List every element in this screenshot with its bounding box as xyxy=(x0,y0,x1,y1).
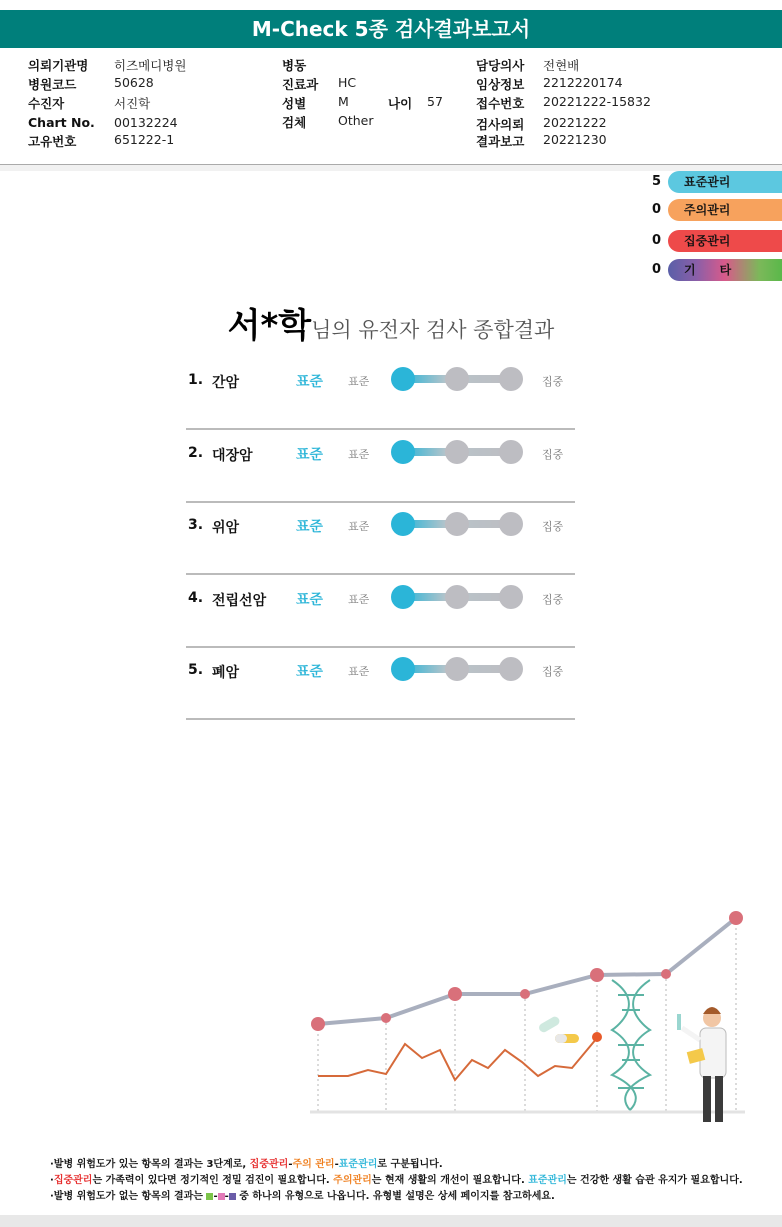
scale-dot xyxy=(445,657,469,681)
note-caution: 주의 관리 xyxy=(292,1159,335,1170)
scale-low-label: 표준 xyxy=(348,520,370,533)
dept-label: 진료과 xyxy=(282,77,319,92)
dna-helix-icon xyxy=(612,980,650,1110)
note-line-3 xyxy=(50,1189,743,1205)
note-text: - xyxy=(288,1159,293,1170)
summary-suffix: 님의 유전자 검사 종합결과 xyxy=(311,318,555,342)
pills-icon xyxy=(537,1015,579,1043)
scale-dot xyxy=(445,585,469,609)
pink-swatch xyxy=(218,1193,225,1200)
note-intensive: 집중관리 xyxy=(53,1175,93,1186)
legend-pill: 기 타 xyxy=(668,259,782,281)
header-divider xyxy=(0,164,782,171)
cancer-name: 폐암 xyxy=(212,665,240,681)
note-text: - xyxy=(213,1191,218,1202)
upper-trend-line xyxy=(318,918,736,1024)
legend-other xyxy=(640,259,782,281)
uid-value: 651222-1 xyxy=(114,132,175,147)
receipt-label: 접수번호 xyxy=(476,96,525,111)
scale-dot-active xyxy=(391,440,415,464)
scale-dot xyxy=(445,440,469,464)
dept-value: HC xyxy=(338,75,357,90)
note-standard: 표준관리 xyxy=(338,1159,378,1170)
result-row xyxy=(186,501,575,575)
age-label: 나이 xyxy=(388,96,413,111)
legend-count: 0 xyxy=(652,202,662,217)
note-text: ·발병 위험도가 있는 항목의 결과는 3단계로, xyxy=(50,1159,250,1170)
scale-dot-active xyxy=(391,585,415,609)
note-intensive: 집중관리 xyxy=(249,1159,289,1170)
result-number: 4. xyxy=(188,589,204,606)
trend-points xyxy=(311,911,743,1031)
scale-low-label: 표준 xyxy=(348,592,370,606)
doctor-label: 담당의사 xyxy=(476,58,525,73)
result-grade: 표준 xyxy=(296,591,324,608)
result-row xyxy=(186,356,575,430)
scale-dot-active xyxy=(391,367,415,391)
risk-scale-indicator xyxy=(389,582,525,612)
note-text: - xyxy=(334,1159,339,1170)
report-value: 20221230 xyxy=(543,132,607,147)
inst-label: 의뢰기관명 xyxy=(28,58,89,73)
result-number: 5. xyxy=(188,662,204,678)
patient-masked-name: 서*학 xyxy=(227,306,312,346)
note-text: 로 구분됩니다. xyxy=(377,1159,443,1170)
result-row xyxy=(186,646,575,720)
scientist-icon xyxy=(677,1007,726,1122)
sex-label: 성별 xyxy=(282,96,307,111)
legend-count: 5 xyxy=(652,174,662,189)
risk-scale-indicator xyxy=(389,509,525,539)
note-text: 는 현재 생활의 개선이 필요합니다. xyxy=(371,1175,529,1186)
sex-value: M xyxy=(338,94,349,109)
footer-notes xyxy=(50,1157,743,1205)
purple-swatch xyxy=(229,1193,236,1200)
risk-scale-indicator xyxy=(389,364,525,394)
scale-dot xyxy=(445,512,469,536)
legend-pill: 주의관리 xyxy=(668,199,782,221)
legend-pill: 집중관리 xyxy=(668,230,782,252)
code-label: 병원코드 xyxy=(28,77,77,92)
note-text: · xyxy=(50,1175,54,1186)
scale-dot xyxy=(499,512,523,536)
request-label: 검사의뢰 xyxy=(476,117,525,132)
uid-label: 고유번호 xyxy=(28,134,77,149)
legend-count: 0 xyxy=(652,262,662,277)
risk-scale-indicator xyxy=(389,437,525,467)
scale-dot xyxy=(499,657,523,681)
patient-value: 서진학 xyxy=(114,96,151,111)
result-row xyxy=(186,429,575,503)
scale-dot xyxy=(445,367,469,391)
scale-dot-active xyxy=(391,657,415,681)
code-value: 50628 xyxy=(114,75,154,90)
note-text: ·발병 위험도가 없는 항목의 결과는 xyxy=(50,1191,207,1202)
result-grade: 표준 xyxy=(296,664,324,680)
note-line-1 xyxy=(50,1157,743,1173)
patient-label: 수진자 xyxy=(28,96,65,111)
health-graph-illustration xyxy=(300,900,760,1140)
note-caution: 주의관리 xyxy=(333,1175,372,1186)
scale-high-label: 집중 xyxy=(542,375,564,388)
cancer-name: 대장암 xyxy=(212,447,253,464)
note-text: 는 건강한 생활 습관 유지가 필요합니다. xyxy=(566,1175,743,1186)
ward-label: 병동 xyxy=(282,58,307,73)
lower-trend-line xyxy=(318,1038,597,1080)
legend-intensive xyxy=(640,230,782,252)
scale-low-label: 표준 xyxy=(348,375,370,388)
dashed-guides xyxy=(318,918,736,1112)
result-number: 2. xyxy=(188,444,204,461)
clinical-value: 2212220174 xyxy=(543,75,623,90)
specimen-value: Other xyxy=(338,113,374,128)
inst-value: 히즈메디병원 xyxy=(114,58,187,73)
note-line-2 xyxy=(50,1173,743,1189)
result-number: 3. xyxy=(188,517,204,533)
note-text: 중 하나의 유형으로 나옵니다. 유형별 설명은 상세 페이지를 참고하세요. xyxy=(235,1191,555,1202)
clinical-label: 임상정보 xyxy=(476,77,525,92)
result-row xyxy=(186,574,575,648)
result-grade: 표준 xyxy=(296,446,324,463)
cancer-name: 간암 xyxy=(212,375,240,391)
page-bottom-bar xyxy=(0,1215,782,1227)
result-grade: 표준 xyxy=(296,519,324,535)
scale-dot xyxy=(499,585,523,609)
risk-scale-indicator xyxy=(389,654,525,684)
scale-high-label: 집중 xyxy=(542,447,564,461)
age-value: 57 xyxy=(427,94,443,109)
legend-count: 0 xyxy=(652,233,662,248)
legend-caution xyxy=(640,199,782,221)
scale-low-label: 표준 xyxy=(348,447,370,461)
scale-dot xyxy=(499,367,523,391)
cancer-name: 위암 xyxy=(212,520,240,536)
request-value: 20221222 xyxy=(543,115,607,130)
cancer-name: 전립선암 xyxy=(212,592,267,609)
note-text: - xyxy=(224,1191,229,1202)
legend-pill: 표준관리 xyxy=(668,171,782,193)
doctor-value: 전현배 xyxy=(543,58,580,73)
scale-high-label: 집중 xyxy=(542,520,564,533)
report-label: 결과보고 xyxy=(476,134,525,149)
legend-standard xyxy=(640,171,782,193)
report-title: M-Check 5종 검사결과보고서 xyxy=(0,10,782,48)
chart-value: 00132224 xyxy=(114,115,178,130)
result-grade: 표준 xyxy=(296,374,324,390)
scale-dot-active xyxy=(391,512,415,536)
note-standard: 표준관리 xyxy=(528,1175,567,1186)
scale-high-label: 집중 xyxy=(542,592,564,606)
result-number: 1. xyxy=(188,372,204,388)
scale-high-label: 집중 xyxy=(542,665,564,678)
specimen-label: 검체 xyxy=(282,115,307,130)
receipt-value: 20221222-15832 xyxy=(543,94,651,109)
chart-label: Chart No. xyxy=(28,115,95,130)
note-text: 는 가족력이 있다면 정기적인 정밀 검진이 필요합니다. xyxy=(92,1175,334,1186)
scale-dot xyxy=(499,440,523,464)
lower-end-point xyxy=(592,1032,602,1042)
scale-low-label: 표준 xyxy=(348,665,370,678)
summary-title xyxy=(0,298,782,347)
